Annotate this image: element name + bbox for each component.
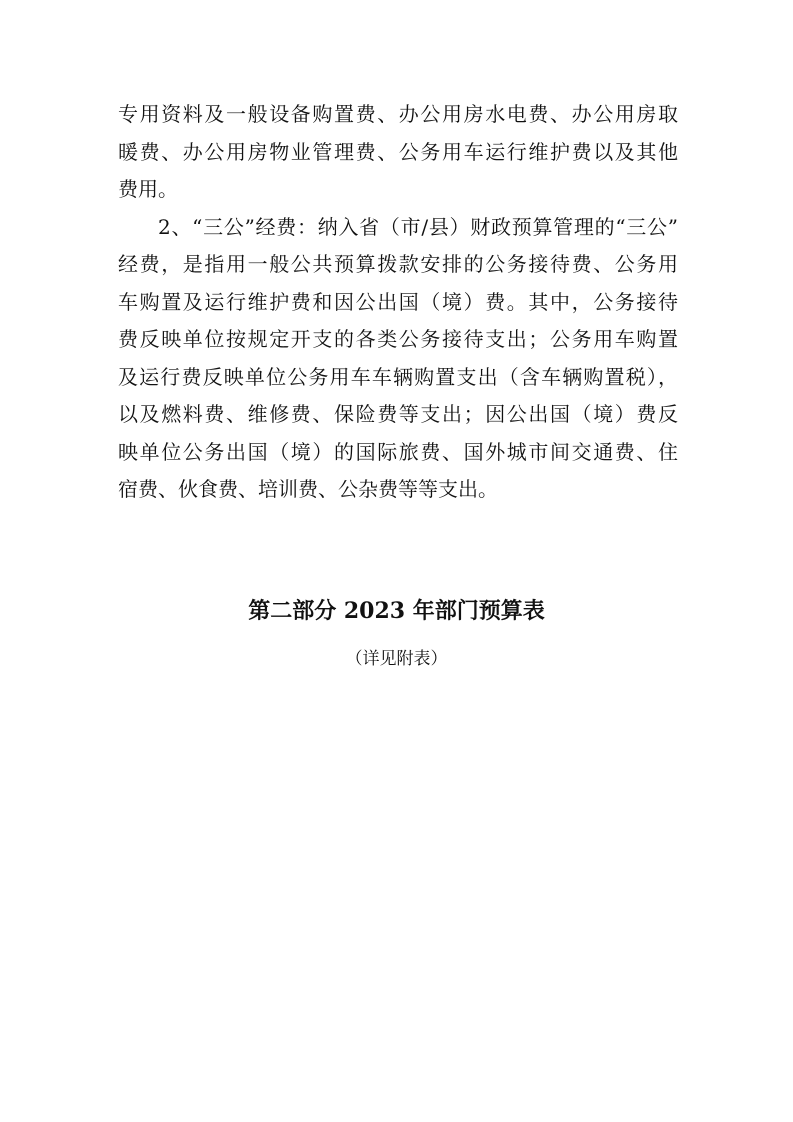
paragraph-line: 费用。 [118, 177, 178, 201]
paragraph-line: 2、“三公”经费：纳入省（市/县）财政预算管理的“三公” [158, 214, 678, 239]
paragraph-line: 及运行费反映单位公务用车车辆购置支出（含车辆购置税）， [118, 364, 678, 389]
paragraph-line: 车购置及运行维护费和因公出国（境）费。其中，公务接待 [118, 289, 678, 314]
section-subtitle: （详见附表） [345, 649, 448, 669]
paragraph-line: 宿费、伙食费、培训费、公杂费等等支出。 [118, 477, 498, 501]
paragraph-line: 经费，是指用一般公共预算拨款安排的公务接待费、公务用 [118, 252, 678, 276]
paragraph-line: 映单位公务出国（境）的国际旅费、国外城市间交通费、住 [118, 439, 678, 464]
paragraph-line: 专用资料及一般设备购置费、办公用房水电费、办公用房取 [118, 102, 678, 126]
paragraph-line: 暖费、办公用房物业管理费、公务用车运行维护费以及其他 [118, 139, 678, 164]
section-title: 第二部分 2023 年部门预算表 [248, 598, 545, 624]
paragraph-line: 以及燃料费、维修费、保险费等支出；因公出国（境）费反 [118, 402, 678, 426]
paragraph-line: 费反映单位按规定开支的各类公务接待支出；公务用车购置 [118, 327, 678, 351]
body-text [118, 96, 678, 509]
